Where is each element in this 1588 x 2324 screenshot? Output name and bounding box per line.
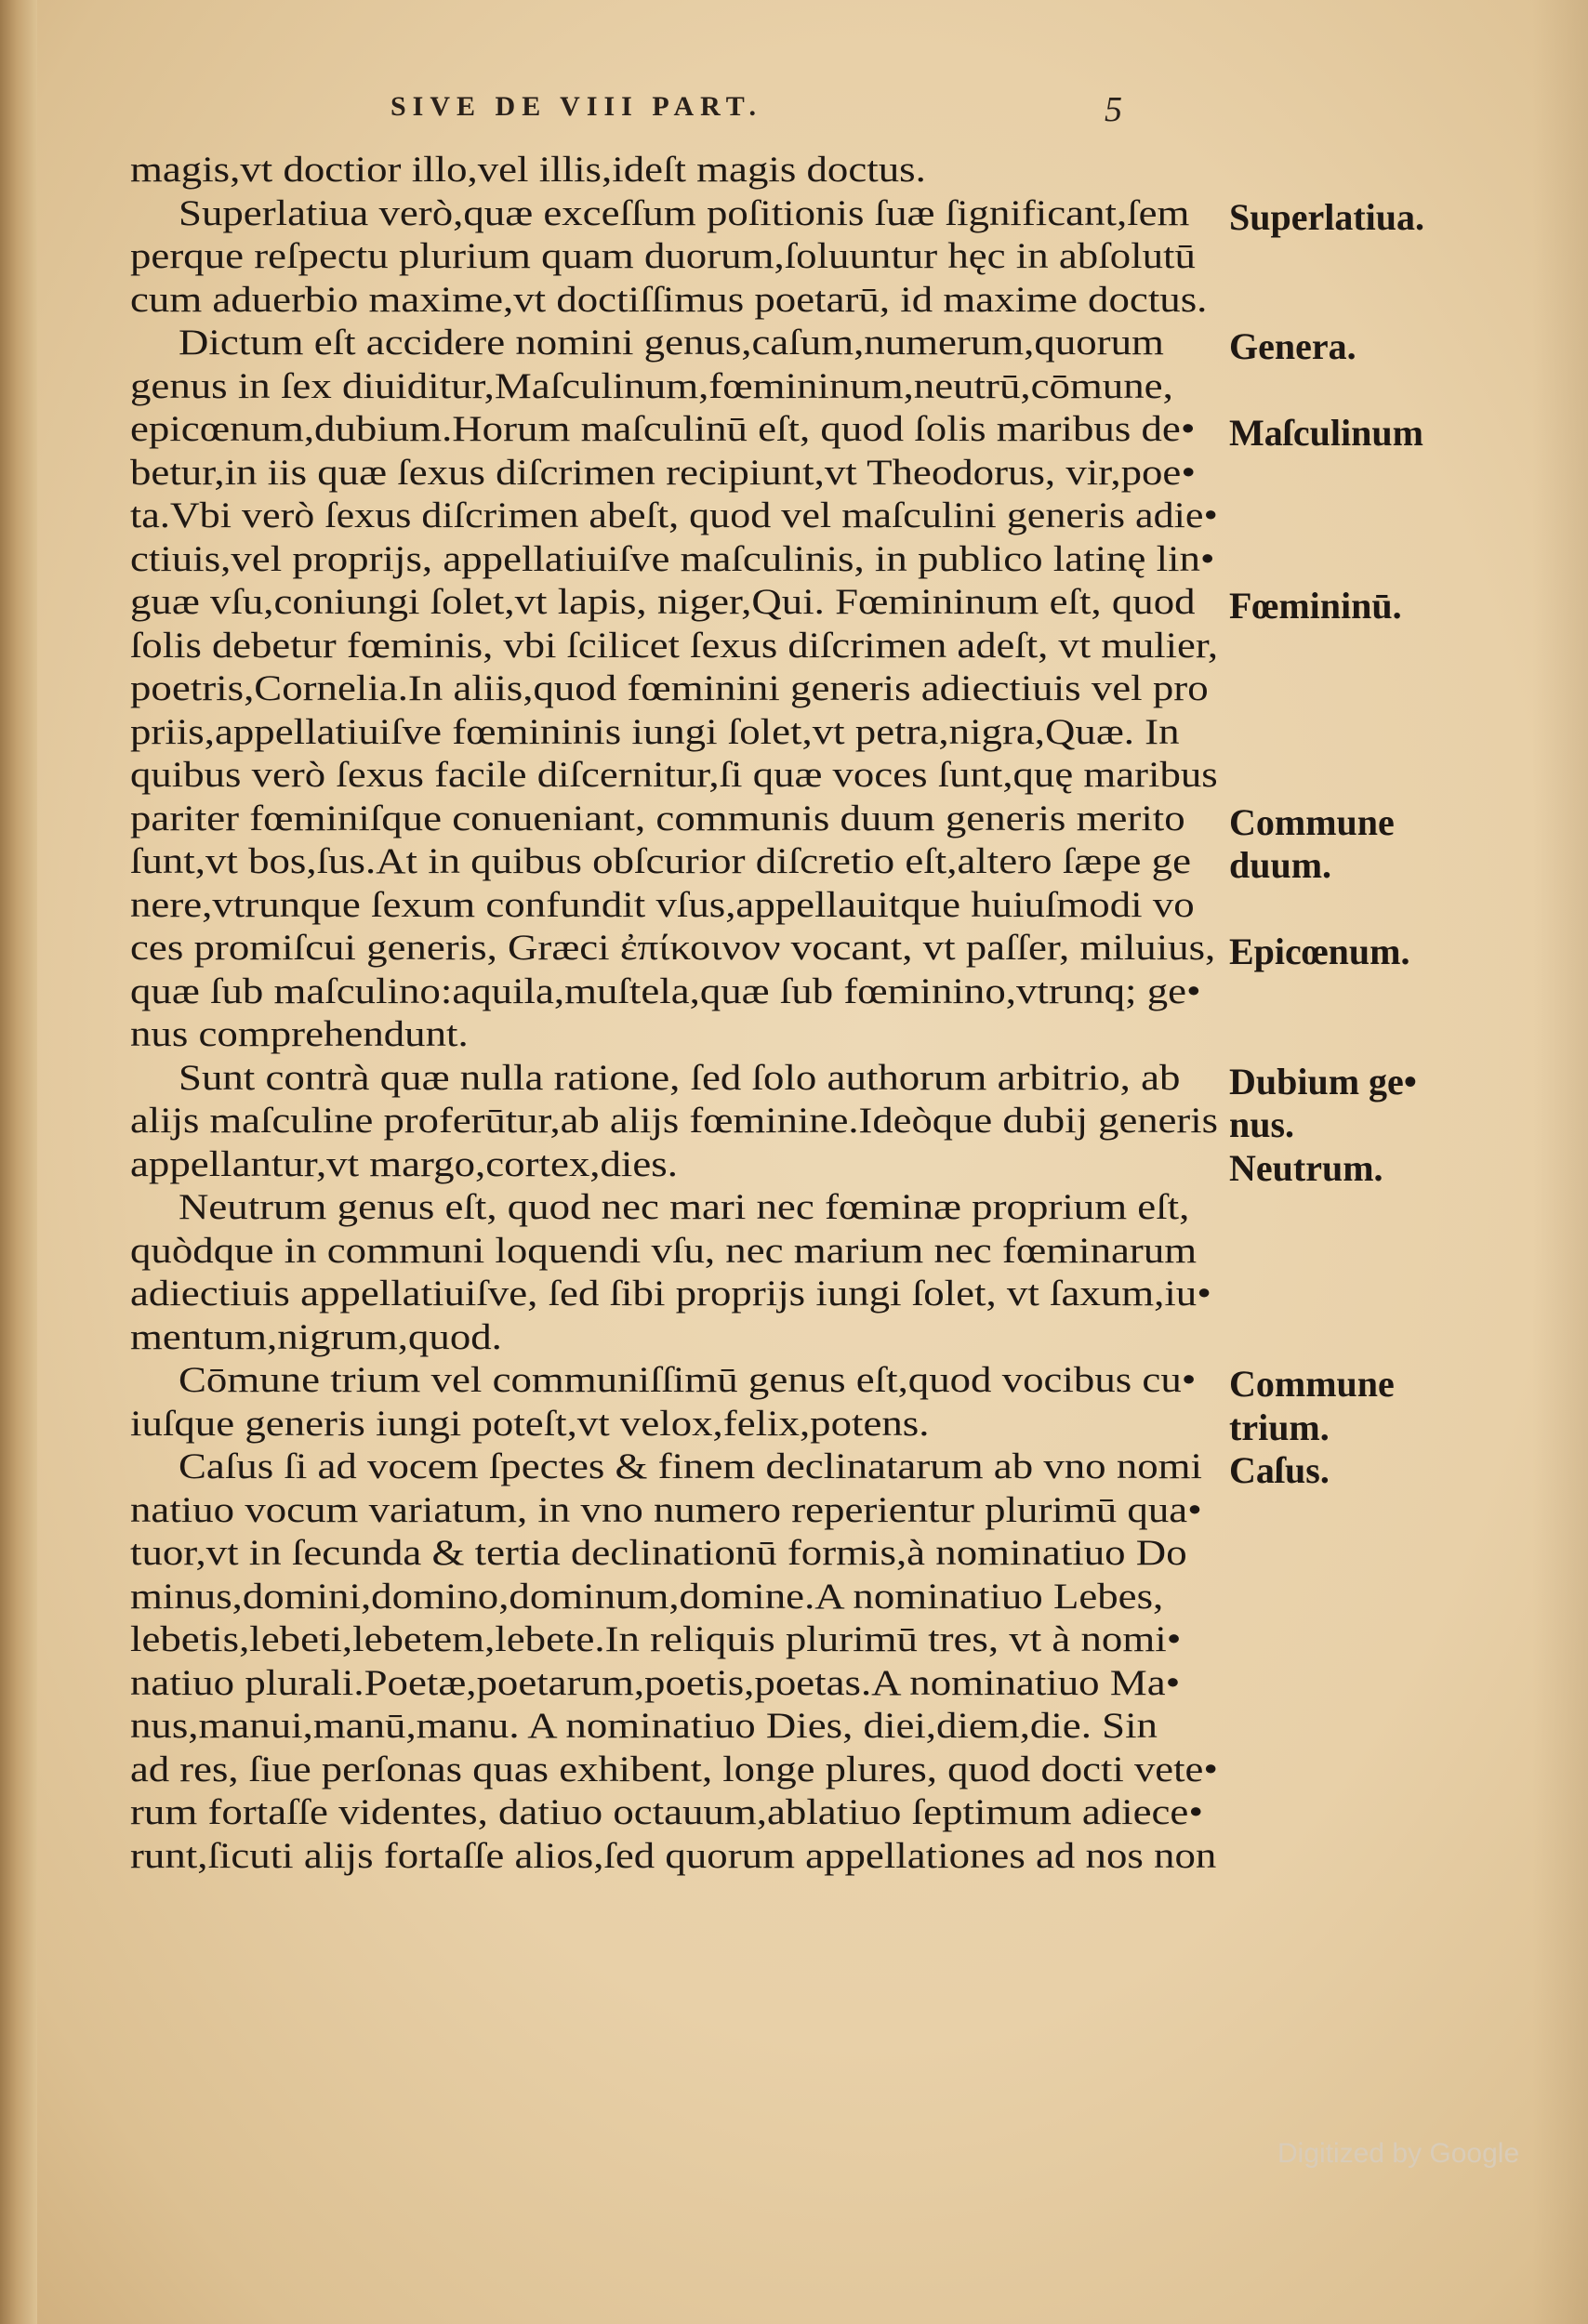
text-line: ces promiſcui generis, Græci ἐπίκοινον vocant, vt paſſer, miluius,	[130, 928, 1216, 968]
text-line: natiuo vocum variatum, in vno numero reperientur plurimū qua•	[130, 1489, 1202, 1530]
text-line: mentum,nigrum,quod.	[130, 1316, 502, 1357]
margin-note: Caſus.	[1229, 1449, 1330, 1491]
text-line: minus,domini,domino,dominum,domine.A nominatiuo Lebes,	[130, 1576, 1164, 1617]
text-line: Cōmune trium vel communiſſimū genus eſt,quod vocibus cu•	[179, 1360, 1197, 1400]
text-line: nere,vtrunque ſexum confundit vſus,appellauitque huiuſmodi vo	[130, 884, 1195, 925]
text-line: iuſque generis iungi poteſt,vt velox,felix,potens.	[130, 1403, 930, 1444]
margin-note: Epicœnum.	[1229, 931, 1410, 972]
margin-note: Superlatiua.	[1229, 195, 1425, 238]
text-line: Caſus ſi ad vocem ſpectes & finem declinatarum ab vno nomi	[179, 1446, 1203, 1486]
margin-note: Genera.	[1229, 325, 1356, 367]
text-line: priis,appellatiuiſve fœmininis iungi ſolet,vt petra,nigra,Quæ. In	[130, 711, 1180, 752]
text-line: genus in ſex diuiditur,Maſculinum,fœmininum,neutrū,cōmune,	[130, 365, 1173, 406]
text-line: appellantur,vt margo,cortex,dies.	[130, 1143, 678, 1184]
text-line: cum aduerbio maxime,vt doctiſſimus poetarū, id maxime doctus.	[130, 279, 1208, 320]
text-line: nus comprehendunt.	[130, 1014, 469, 1054]
page-gutter	[0, 0, 37, 2324]
text-line: nus,manui,manū,manu. A nominatiuo Dies, diei,diem,die. Sin	[130, 1706, 1158, 1746]
text-line: betur,in iis quæ ſexus diſcrimen recipiunt,vt Theodorus, vir,poe•	[130, 452, 1197, 493]
margin-note: Maſculinum	[1229, 412, 1423, 454]
digitization-watermark: Digitized by Google	[1277, 2138, 1520, 2169]
text-line: natiuo plurali.Poetæ,poetarum,poetis,poetas.A nominatiuo Ma•	[130, 1662, 1181, 1703]
text-line: guæ vſu,coniungi ſolet,vt lapis, niger,Qui. Fœmininum eſt, quod	[130, 582, 1196, 622]
margin-note: nus.	[1229, 1103, 1295, 1145]
text-line: Sunt contrà quæ nulla ratione, ſed ſolo authorum arbitrio, ab	[179, 1057, 1181, 1098]
text-line: ſolis debetur fœminis, vbi ſcilicet ſexus diſcrimen adeſt, vt mulier,	[130, 625, 1219, 666]
margin-note: trium.	[1229, 1406, 1330, 1448]
margin-note: Dubium ge•	[1229, 1060, 1417, 1103]
text-line: lebetis,lebeti,lebetem,lebete.In reliquis plurimū tres, vt à nomi•	[130, 1619, 1182, 1659]
text-line: alijs maſculine proferūtur,ab alijs fœminine.Ideòque dubij generis	[130, 1101, 1218, 1141]
page-number: 5	[1105, 90, 1122, 129]
text-line: rum fortaſſe videntes, datiuo octauum,ablatiuo ſeptimum adiece•	[130, 1792, 1204, 1832]
text-line: quæ ſub maſculino:aquila,muſtela,quæ ſub fœminino,vtrunq; ge•	[130, 971, 1201, 1011]
text-line: poetris,Cornelia.In aliis,quod fœminini generis adiectiuis vel pro	[130, 668, 1209, 708]
page-edge-shadow	[1532, 0, 1588, 2324]
text-line: quibus verò ſexus facile diſcernitur,ſi quæ voces ſunt,quę maribus	[130, 755, 1218, 795]
text-line: magis,vt doctior illo,vel illis,ideſt magis doctus.	[130, 150, 926, 190]
text-line: ſunt,vt bos,ſus.At in quibus obſcurior diſcretio eſt,altero ſæpe ge	[130, 841, 1192, 881]
text-line: tuor,vt in ſecunda & tertia declinationū formis,à nominatiuo Do	[130, 1533, 1187, 1573]
text-line: runt,ſicuti alijs fortaſſe alios,ſed quorum appellationes ad nos non	[130, 1835, 1217, 1876]
text-line: Neutrum genus eſt, quod nec mari nec fœminæ proprium eſt,	[179, 1187, 1190, 1227]
margin-note: Commune	[1229, 1363, 1395, 1405]
text-line: pariter fœminiſque conueniant, communis duum generis merito	[130, 798, 1185, 838]
text-line: ctiuis,vel proprijs, appellatiuiſve maſculinis, in publico latinę lin•	[130, 538, 1215, 579]
margin-note: Neutrum.	[1229, 1146, 1383, 1189]
text-line: Dictum eſt accidere nomini genus,caſum,numerum,quorum	[179, 323, 1164, 363]
text-line: ta.Vbi verò ſexus diſcrimen abeſt, quod vel maſculini generis adie•	[130, 495, 1218, 535]
margin-note: Commune	[1229, 800, 1395, 843]
margin-note: duum.	[1229, 844, 1332, 886]
text-line: perque reſpectu plurium quam duorum,ſoluuntur hęc in abſolutū	[130, 236, 1196, 276]
text-line: Superlatiua verò,quæ exceſſum poſitionis ſuæ ſignificant,ſem	[179, 192, 1190, 233]
text-line: epicœnum,dubium.Horum maſculinū eſt, quod ſolis maribus de•	[130, 409, 1196, 449]
margin-note: Fœmininū.	[1229, 585, 1402, 627]
text-line: quòdque in communi loquendi vſu, nec marium nec fœminarum	[130, 1230, 1198, 1271]
text-line: adiectiuis appellatiuiſve, ſed ſibi proprijs iungi ſolet, vt ſaxum,iu•	[130, 1274, 1211, 1314]
running-title: SIVE DE VIII PART.	[390, 91, 763, 122]
text-line: ad res, ſiue perſonas quas exhibent, longe plures, quod docti vete•	[130, 1749, 1218, 1789]
